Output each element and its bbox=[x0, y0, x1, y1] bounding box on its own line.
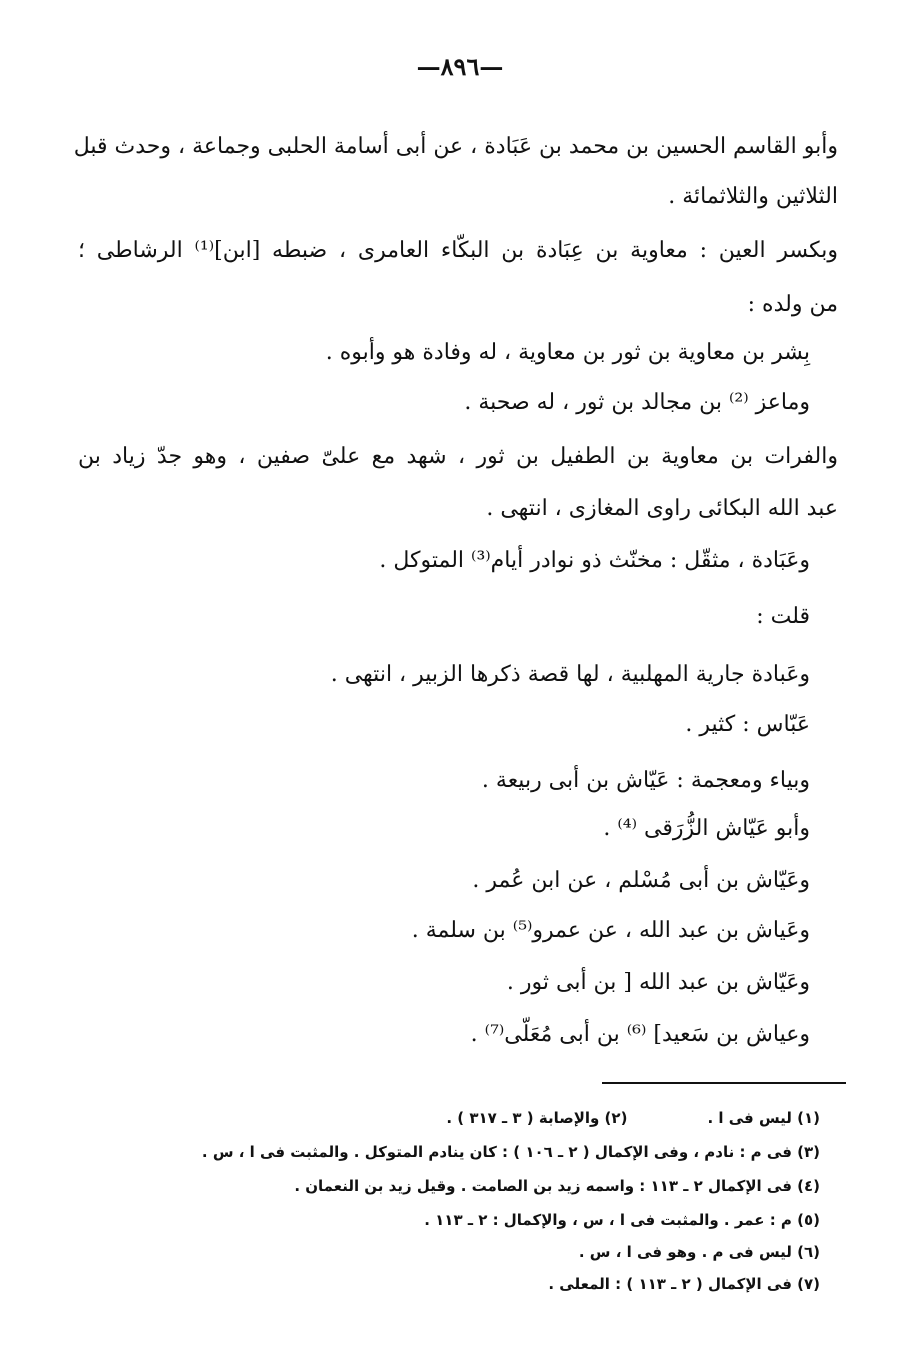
text-line: بِشر بن معاوية بن ثور بن معاوية ، له وفادة هو وأبوه . bbox=[325, 340, 810, 365]
text-line: وعَيّاش بن عبد الله [ بن أبى ثور . bbox=[506, 970, 810, 995]
text-line: وعَبادة جارية المهلبية ، لها قصة ذكرها الزبير ، انتهى . bbox=[330, 662, 810, 687]
footnote-line bbox=[120, 1106, 820, 1130]
text-line: وعَياش بن عبد الله ، عن عمرو⁽⁵⁾ بن سلمة . bbox=[411, 918, 810, 943]
footnote-2: (٢) والإصابة ( ٣ ـ ٣١٧ ) . bbox=[446, 1109, 628, 1127]
footnote-4: (٤) فى الإكمال ٢ ـ ١١٣ : واسمه زيد بن الصامت . وقيل زيد بن النعمان . bbox=[294, 1177, 820, 1195]
footnote-separator bbox=[602, 1082, 846, 1084]
text-line: وعَيّاش بن أبى مُسْلم ، عن ابن عُمر . bbox=[472, 868, 810, 893]
text-line: والفرات بن معاوية بن الطفيل بن ثور ، شهد مع علىّ صفين ، وهو جدّ زياد بن bbox=[78, 444, 838, 469]
text-line: قلت : bbox=[756, 604, 810, 629]
page-number: —٨٩٦— bbox=[416, 52, 504, 81]
text-line: وعَبَادة ، مثقّل : مخنّث ذو نوادر أيام⁽³⁾ المتوكل . bbox=[379, 548, 810, 573]
text-line: وأبو القاسم الحسين بن محمد بن عَبَادة ، عن أبى أسامة الحلبى وجماعة ، وحدث قبل bbox=[73, 134, 838, 159]
text-line: وبياء ومعجمة : عَيّاش بن أبى ربيعة . bbox=[481, 768, 810, 793]
text-line: الثلاثين والثلاثمائة . bbox=[668, 184, 838, 209]
text-line: عبد الله البكائى راوى المغازى ، انتهى . bbox=[486, 496, 838, 521]
footnote-1: (١) ليس فى ا . bbox=[707, 1109, 820, 1127]
footnote-6: (٦) ليس فى م . وهو فى ا ، س . bbox=[578, 1243, 820, 1261]
footnote-5: (٥) م : عمر . والمثبت فى ا ، س ، والإكمال : ٢ ـ ١١٣ . bbox=[424, 1211, 820, 1229]
footnote-3: (٣) فى م : نادم ، وفى الإكمال ( ٢ ـ ١٠٦ ) : كان ينادم المتوكل . والمثبت فى ا ، س . bbox=[201, 1143, 820, 1161]
text-line: وبكسر العين : معاوية بن عِبَادة بن البكّاء العامرى ، ضبطه [ابن]⁽¹⁾ الرشاطى ؛ bbox=[78, 238, 838, 263]
text-line: وأبو عَيّاش الزُّرَقى ⁽⁴⁾ . bbox=[603, 816, 810, 841]
text-line: عَبّاس : كثير . bbox=[685, 712, 810, 737]
footnote-7: (٧) فى الإكمال ( ٢ ـ ١١٣ ) : المعلى . bbox=[548, 1275, 820, 1293]
text-line: وماعز ⁽²⁾ بن مجالد بن ثور ، له صحبة . bbox=[464, 390, 810, 415]
text-line: من ولده : bbox=[747, 292, 838, 317]
text-line: وعياش بن سَعيد] ⁽⁶⁾ بن أبى مُعَلّى⁽⁷⁾ . bbox=[470, 1022, 810, 1047]
